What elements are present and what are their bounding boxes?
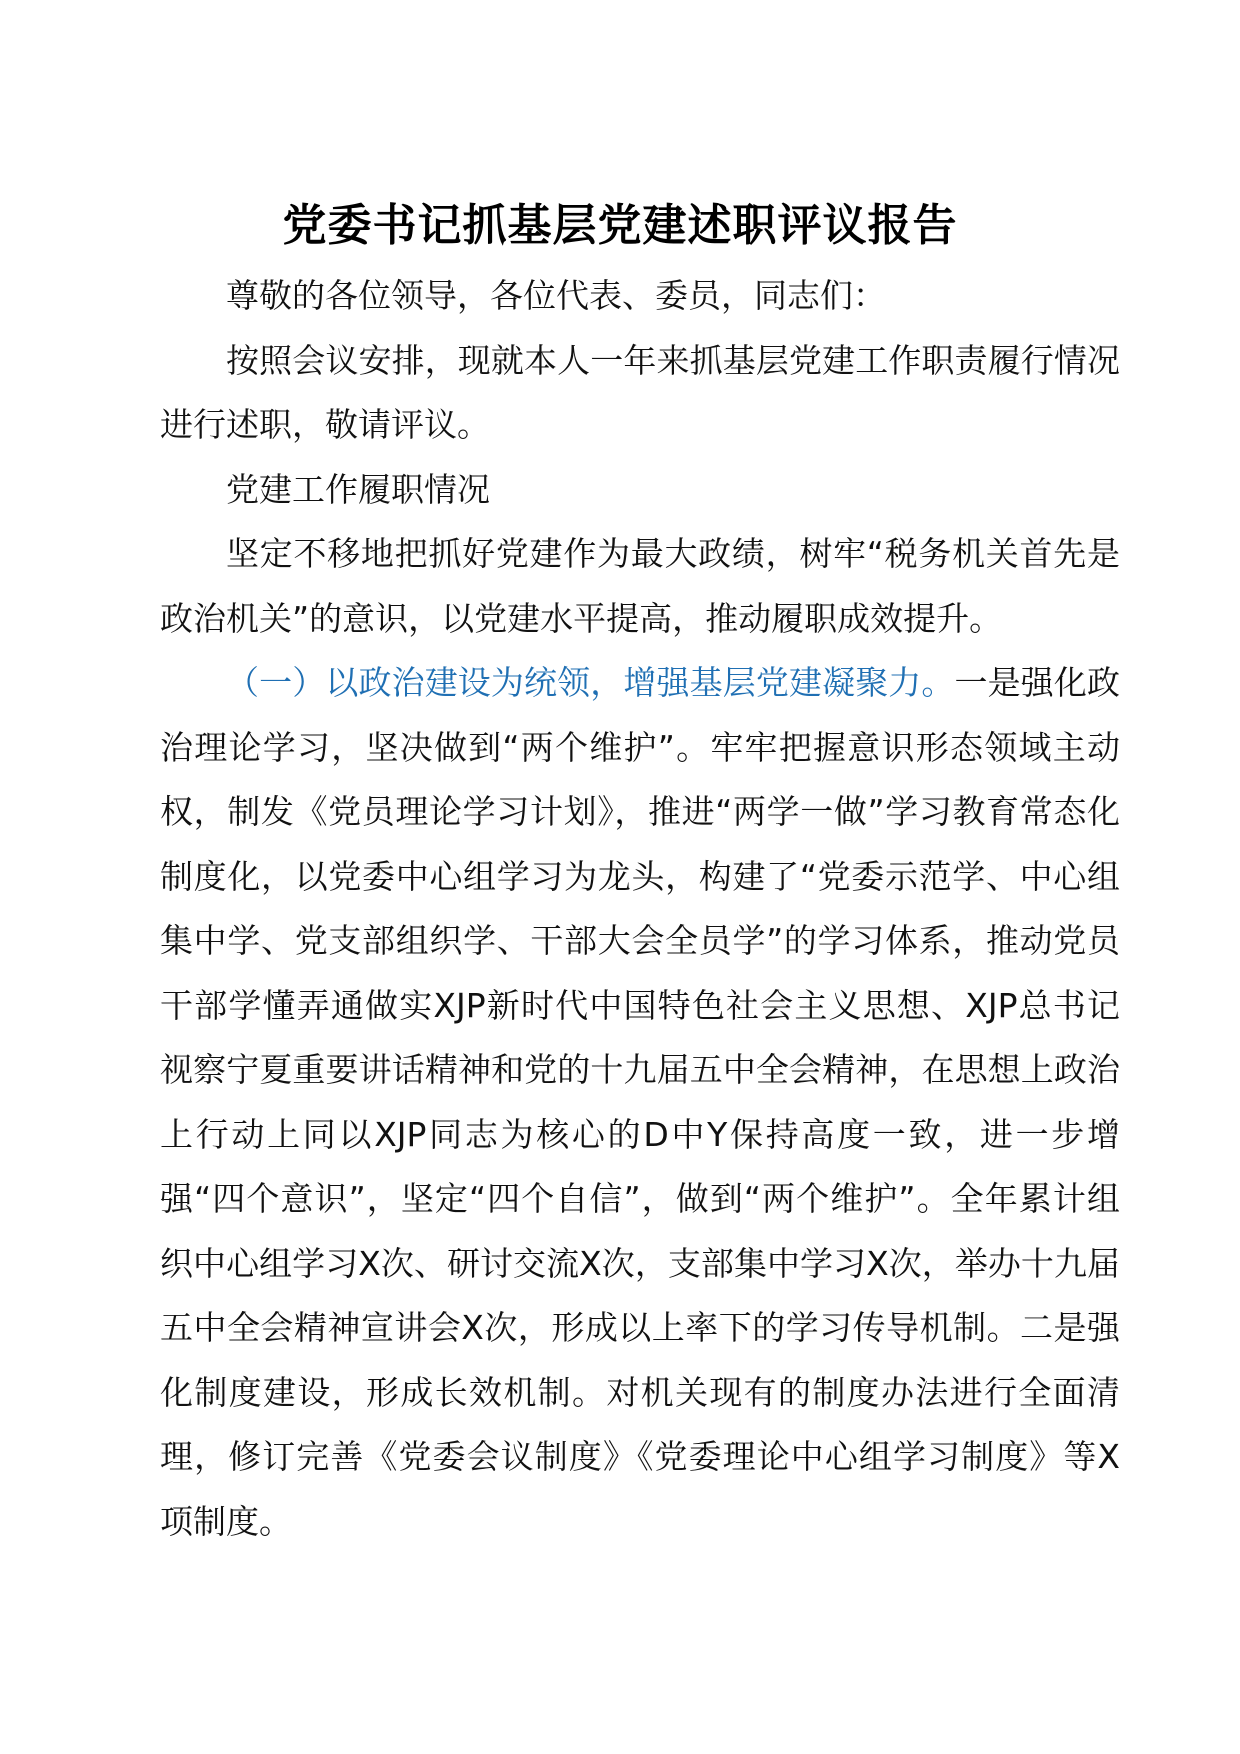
section-heading: 党建工作履职情况 (226, 469, 490, 509)
intro-paragraph: 按照会议安排，现就本人一年来抓基层党建工作职责履行情况进行述职，敬请评议。 (160, 340, 1120, 444)
overview-paragraph: 坚定不移地把抓好党建作为最大政绩，树牢“税务机关首先是政治机关”的意识，以党建水平提高，推动履职成效提升。 (160, 534, 1120, 638)
document-title: 党委书记抓基层党建述职评议报告 (282, 200, 958, 251)
item1-body: 一是强化政治理论学习，坚决做到“两个维护”。牢牢把握意识形态领域主动权，制发《党员理论学习计划》，推进“两学一做”学习教育常态化制度化，以党委中心组学习为龙头，构建了“党委示范学、中心组集中学、党支部组织学、干部大会全员学”的学习体系，推动党员干部学懂弄通做实XJP新时代中国特色社会主义思想、XJP总书记视察宁夏重要讲话精神和党的十九届五中全会精神，在思想上政治上行动上同以XJP同志为核心的D中Y保持高度一致，进一步增强“四个意识”，坚定“四个自信”，做到“两个维护”。全年累计组织中心组学习X次、研讨交流X次，支部集中学习X次，举办十九届五中全会精神宣讲会X次，形成以上率下的学习传导机制。二是强化制度建设，形成长效机制。对机关现有的制度办法进行全面清理，修订完善《党委会议制度》《党委理论中心组学习制度》等X项制度。 (160, 663, 1121, 1541)
greeting-paragraph: 尊敬的各位领导，各位代表、委员，同志们： (226, 276, 886, 315)
item1-heading: （一）以政治建设为统领，增强基层党建凝聚力。 (226, 663, 955, 702)
item1-paragraph (160, 651, 1120, 1554)
document-body (160, 264, 1120, 1554)
